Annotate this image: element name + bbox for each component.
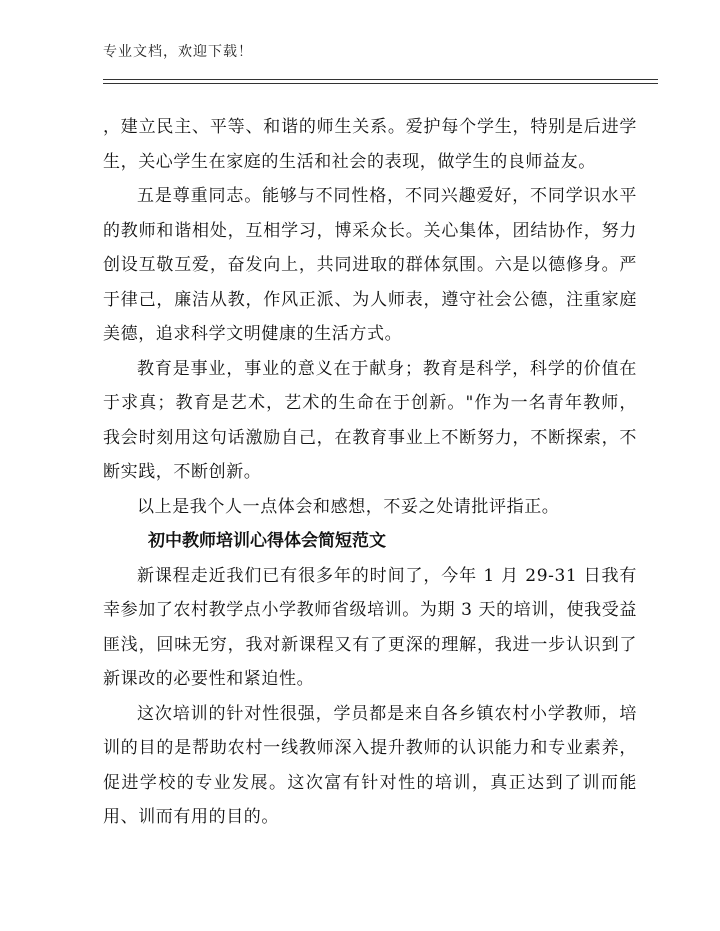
page-header: 专业文档，欢迎下载！	[103, 44, 253, 60]
section-heading: 初中教师培训心得体会简短范文	[148, 531, 386, 551]
paragraph-1: ，建立民主、平等、和谐的师生关系。爱护每个学生，特别是后进学生，关心学生在家庭的生活和社会的表现，做学生的良师益友。	[103, 117, 637, 172]
paragraph-3: 教育是事业，事业的意义在于献身；教育是科学，科学的价值在于求真；教育是艺术，艺术的生命在于创新。"作为一名青年教师，我会时刻用这句话激励自己，在教育事业上不断努力，不断探索，不断实践，不断创新。	[103, 358, 637, 482]
paragraph-4: 以上是我个人一点体会和感想，不妥之处请批评指正。	[137, 496, 560, 517]
paragraph-6: 这次培训的针对性很强，学员都是来自各乡镇农村小学教师，培训的目的是帮助农村一线教师深入提升教师的认识能力和专业素养，促进学校的专业发展。这次富有针对性的培训，真正达到了训而能用、训而有用的目的。	[103, 703, 637, 827]
paragraph-2: 五是尊重同志。能够与不同性格，不同兴趣爱好，不同学识水平的教师和谐相处，互相学习，博采众长。关心集体，团结协作，努力创设互敬互爱，奋发向上，共同进取的群体氛围。六是以德修身。严于律己，廉洁从教，作风正派、为人师表，遵守社会公德，注重家庭美德，追求科学文明健康的生活方式。	[103, 186, 637, 344]
header-rule-top	[103, 79, 658, 80]
paragraph-5: 新课程走近我们已有很多年的时间了，今年 1 月 29-31 日我有幸参加了农村教学点小学教师省级培训。为期 3 天的培训，使我受益匪浅，回味无穷，我对新课程又有了更深的理解，我进一步认识到了新课改的必要性和紧迫性。	[103, 565, 637, 689]
document-body	[103, 110, 637, 835]
header-rule-bottom	[103, 83, 658, 84]
